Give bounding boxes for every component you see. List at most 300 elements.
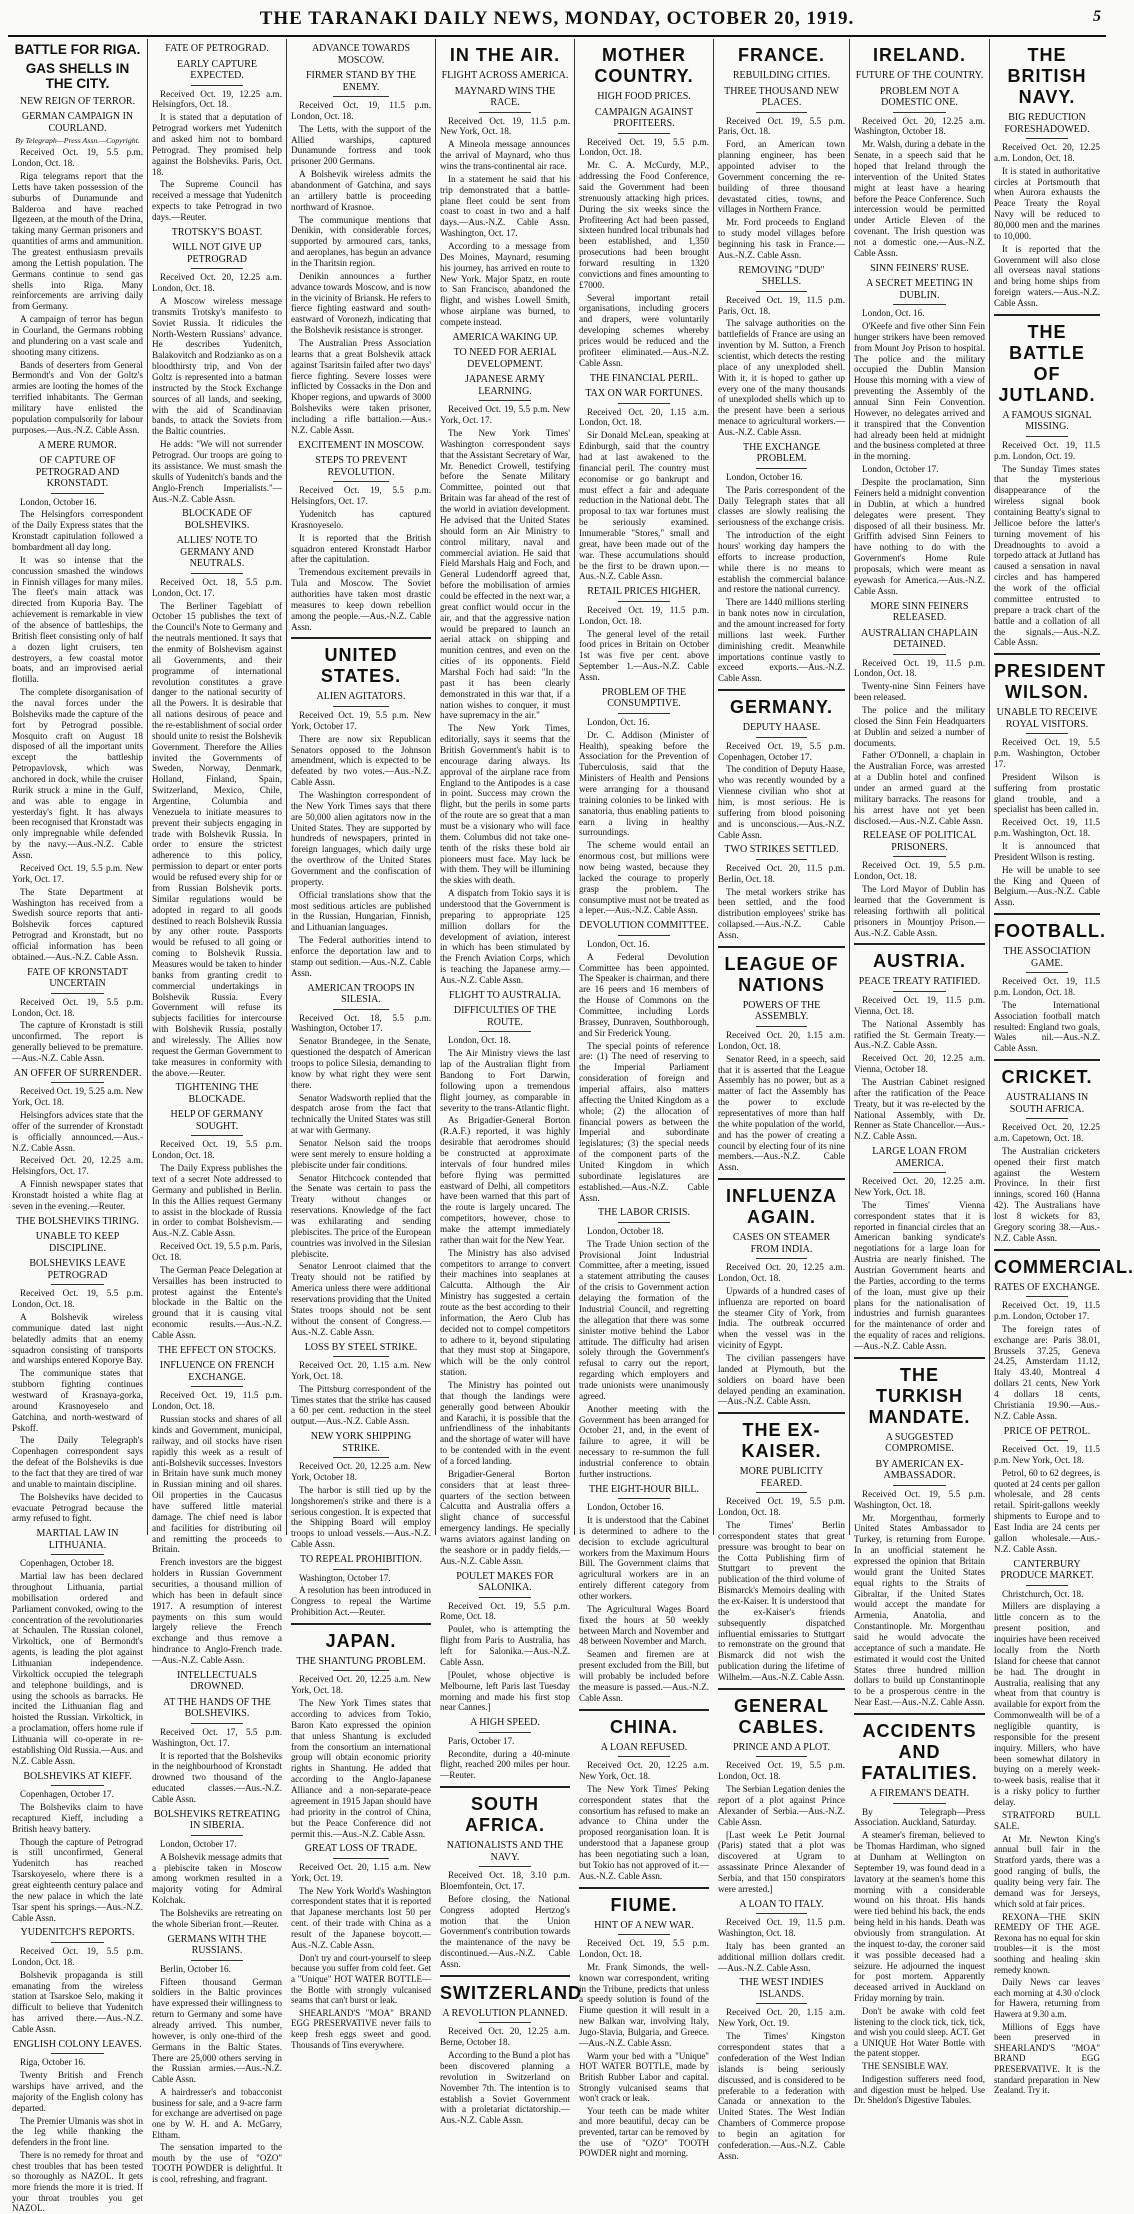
article-paragraph: London, October 18. (587, 1225, 664, 1236)
subheading: TWO STRIKES SETTLED. (724, 844, 839, 856)
article-paragraph: The Daily Telegraph's Copenhagen correspondent says the defeat of the Bolsheviks is due to the fact that they are tired of war and unable to maintain discipline. (12, 1435, 143, 1489)
article-paragraph: Senator Wadsworth replied that the despatch arose from the fact that technically the United States was still at war with Germany. (291, 1092, 431, 1136)
section-divider (718, 1178, 845, 1180)
subheading: FLIGHT ACROSS AMERICA. (441, 70, 569, 81)
subheading: THE FINANCIAL PERIL. (589, 372, 699, 384)
article-paragraph: Received Oct. 20, 1.15 a.m. London, Oct. 18. (718, 1029, 845, 1051)
subheading: MARTIAL LAW IN LITHUANIA. (36, 1528, 119, 1551)
article-paragraph: The Lord Mayor of Dublin has learned that the Government is releasing forthwith all political prisoners in Mountjoy Prison.—Aus.-N.Z. Cable Assn. (854, 884, 985, 938)
section-heading: SOUTH AFRICA. (465, 1794, 545, 1836)
subheading: A SUGGESTED COMPROMISE. (885, 1431, 954, 1455)
article-paragraph: Received Oct. 20, 12.25 a.m. New York, October 18. (291, 1461, 431, 1483)
subheading: BOLSHEVIKS LEAVE PETROGRAD (29, 1258, 126, 1281)
advertisement-paragraph: Millions of Eggs have been preserved in SHEARLAND'S "MOA" BRAND EGG PRESERVATIVE. It is the standard preparation in New Zealand. Try it. (994, 2021, 1100, 2096)
article-paragraph: Senator Brandegee, in the Senate, questioned the despatch of American troops to police Silesia, demanding to know by what right they were sent there. (291, 1036, 431, 1090)
dateline: By Telegraph—Press Assn.—Copyright. (15, 136, 140, 146)
article-paragraph: Received Oct. 19, 5.5 p.m. London, Oct. 18. (579, 136, 709, 158)
advertisement-paragraph: Warm your bed with a "Unique" HOT WATER BOTTLE, made by British Rubber Labor and capital. Strongly vulcanised seams that won't crack or leak. (579, 2050, 709, 2104)
article-paragraph: Yudenitch has captured Krasnoyeselo. (291, 509, 431, 530)
article-paragraph: As Brigadier-General Borton (R.A.F.) reported, it was highly desirable that aerodromes should be constructed at approximate intervals of four hundred miles before flying was permitted eastward of Delhi, all competitors have been warned that this part of the route is largely uncared. The competitors, however, chose to make the attempt immediately rather than wait for the New Year. (440, 1115, 570, 1245)
section-heading: SWITZERLAND (440, 1982, 582, 2003)
article-paragraph: The Letts, with the support of the Allied warships, captured Dunamunde fortress and took prisoner 200 Germans. (291, 123, 431, 167)
short-rule (756, 1258, 807, 1259)
subheading: DIFFICULTIES OF THE ROUTE. (453, 1005, 557, 1028)
subheading: NEW REIGN OF TERROR. (19, 95, 136, 107)
subheading: A LOAN REFUSED. (600, 1741, 688, 1753)
article-paragraph: Martial law has been declared throughout Lithuania, partial mobilisation ordered and Parliament convoked, owing to the concentration of the revolutionaries at Schaulen. The Russian colonel, Virkoltick, one of Bermondt's agents, is leading the plot against Lithuanian independence. Virkoltick occupied the telegraph and telephone buildings, and is using the schools as barracks. He incited the Lithuanian flag and hoisted the Russian. Virkoltick, in a proclamation, offers home rule if Lithuania will co-operate in re-establishing Old Russia.—Aus. and N.Z. Cable Assn. (12, 1571, 143, 1766)
article-paragraph: Received Oct. 19, 12.25 a.m. Helsingfors, Oct. 18. (152, 88, 282, 110)
article-paragraph: Father O'Donnell, a chaplain in the Australian Force, was arrested at a Dublin hotel and confined under an armed guard at the military barracks. The reasons for his arrest have not yet been disclosed.—Aus.-N.Z. Cable Assn. (854, 750, 985, 826)
section-heading: FRANCE. (738, 45, 825, 65)
article-paragraph: The New York Times states that according to advices from Tokio, Baron Kato expressed the opinion that unless Shantung is excluded from the consortium an international group will obtain economic priority rights in Shantung. He added that according to the Anglo-Japanese Alliance and a non-separate-peace agreement in 1915 Japan should have had priority in the control of China, but the Peace Conference did not permit this.—Aus.-N.Z. Cable Assn. (291, 1698, 431, 1839)
subheading: THE LABOR CRISIS. (598, 1207, 690, 1219)
article-paragraph: The metal workers strike has been settled, and the food distribution employees' strike has collapsed.—Aus.-N.Z. Cable Assn. (718, 886, 845, 941)
short-rule (191, 1960, 243, 1961)
section-heading: JAPAN. (325, 1630, 397, 1651)
section-heading: FOOTBALL. (994, 921, 1106, 942)
article-paragraph: The special points of reference are: (1) The need of reserving to the Imperial Parliament consideration of foreign and imperial affairs, also matters affecting the United Kingdom as a whole; (2) the allocation of financial powers as between the Imperial and subordinate legislatures; (3) the special needs of the component parts of the United Kingdom in which subordinate legislatures are established.—Aus.-N.Z. Cable Assn. (579, 1040, 709, 1203)
article-paragraph: The Times' Vienna correspondent states that it is reported in financial circles that an American banking syndicate's negotiations for a large loan for Austria are nearly finished. The Austrian Government hearts and the Parties, according to the terms of the loan, must give up their plans for the nationalisation of industries and furnish guarantees for the maintenance of order and the equality of races and religions.—Aus.-N.Z. Cable Assn. (854, 1199, 985, 1351)
short-rule (893, 1485, 945, 1486)
column-7 (850, 39, 990, 2106)
section-heading: PRESIDENT WILSON. (994, 661, 1107, 703)
short-rule (756, 1913, 807, 1914)
article-paragraph: The salvage authorities on the battlefields of France are using an invention by M. Sutton, a French scientist, which detects the resting place of any unexploded shell. With it, it is hoped to gather up every one of the many thousands of unexploded shells which up to the present have been a serious menace to agricultural workers.—Aus.-N.Z. Cable Assn. (718, 318, 845, 437)
subheading: BIG REDUCTION FORESHADOWED. (1004, 112, 1090, 135)
subheading: GREAT LOSS OF TRADE. (304, 1843, 418, 1855)
article-paragraph: Another meeting with the Government has been arranged for October 21, and, in the event of failure to agree, it will be necessary to re-summon the full industrial conference to obtain further instructions. (579, 1403, 709, 1479)
masthead (8, 8, 1106, 37)
column-3 (287, 39, 436, 2050)
short-rule (1026, 733, 1068, 734)
section-divider (579, 1709, 709, 1711)
article-paragraph: Recondite, during a 40-minute flight, reached 200 miles per hour.—Reuter. (440, 1748, 570, 1781)
subheading: THE BOLSHEVIKS TIRING. (16, 1215, 139, 1227)
section-divider (994, 1059, 1100, 1061)
short-rule (333, 1670, 389, 1671)
article-paragraph: Senator Reed, in a speech, said that it is asserted that the League Assembly has no power, but as a matter of fact the Assembly has the power to exclude representatives of more than half the white population of the world, and has the power of creating a council by electing four of its nine members.—Aus.-N.Z. Cable Assn. (718, 1053, 845, 1173)
subheading: WILL NOT GIVE UP PETROGRAD (172, 242, 262, 265)
article-paragraph: Received Oct. 19, 5.5 p.m. Washington, Oct. 18. (854, 1488, 985, 1510)
article-paragraph: President Wilson is suffering from prostatic gland trouble, and a specialist has been called in. (994, 771, 1100, 815)
article-paragraph: Fifteen thousand German soldiers in the Baltic provinces have expressed their willingness to return to Germany and some have already arrived. This number, however, is only one-third of the Germans in the Baltic States. There are 25,000 others serving in the Russian armies.—Aus.-N.Z. Cable Assn. (152, 1976, 282, 2085)
article-paragraph: Ford, an American town planning engineer, has been appointed adviser to the Government concerning the re-building of three thousand devastated cities, towns, and villages in Northern France. (718, 139, 845, 215)
article-paragraph: Seamen and firemen are at present excluded from the Bill, but will probably be included before the measure is passed.—Aus.-N.Z. Cable Assn. (579, 1649, 709, 1703)
short-rule (893, 112, 945, 113)
advertisement-paragraph: Daily News car leaves each morning at 4.30 o'clock for Hawera, returning from Hawera at 9.30 a.m. (994, 1977, 1100, 2020)
section-heading: COMMERCIAL. (994, 1256, 1134, 1277)
subheading: BOLSHEVIKS RETREATING IN SIBERIA. (153, 1808, 281, 1832)
article-paragraph: It is reported that the Government will also close all overseas naval stations and bring home ships from foreign waters.—Aus.-N.Z. Cable Assn. (994, 243, 1100, 309)
article-paragraph: A Mineola message announces the arrival of Maynard, who thus wins the trans-continental air race. (440, 139, 570, 171)
article-paragraph: The capture of Kronstadt is still unconfirmed. The report is generally believed to be premature.—Aus.-N.Z. Cable Assn. (12, 1020, 143, 1063)
article-paragraph: The complete disorganisation of the naval forces under the Bolsheviks made the capture of the fort by Petrograd possible. Mosquito craft on August 18 disposed of all the important units except the battleship Petropavlovsk, which was anchored in dock, while the cruiser Rurik struck a mine in the Gulf, and was able to engage in yesterday's fight. It has always been recognised that Kronstadt was only impregnable while defended by the navy.—Aus.-N.Z. Cable Assn. (12, 687, 143, 861)
section-heading: INFLUENZA AGAIN. (726, 1186, 837, 1228)
subheading: DEVOLUTION COMMITTEE. (579, 920, 709, 932)
advertisement-paragraph: Don't be awake with cold feet listening to the clock tick, tick, tick, and wish you could sleep. ACT. Get a UNIQUE Hot Water Bottle with the patent stopper. (854, 2006, 985, 2059)
article-paragraph: Received Oct. 20, 12.25 a.m. Washington, October 18. (854, 115, 985, 137)
article-paragraph: London, October 16. (20, 496, 97, 507)
short-rule (191, 85, 243, 86)
article-paragraph: Copenhagen, October 18. (20, 1558, 114, 1569)
section-divider (854, 943, 985, 945)
article-paragraph: Several important retail organisations, including grocers and drapers, were voluntarily developing schemes whereby prices would be reduced and the profiteer eliminated.—Aus.-N.Z. Cable Assn. (579, 292, 709, 368)
column-4 (436, 39, 582, 2126)
subheading: NEW YORK SHIPPING STRIKE. (310, 1431, 412, 1454)
section-divider (440, 1786, 570, 1788)
article-paragraph: Received Oct. 19, 5.5 p.m. London, Oct. 18. (718, 1496, 845, 1518)
article-paragraph: London, Oct. 16. (587, 716, 650, 727)
article-paragraph: Christchurch, Oct. 18. (1002, 1588, 1084, 1599)
short-rule (51, 993, 103, 994)
subheading: THE WEST INDIES ISLANDS. (739, 1977, 824, 2000)
article-paragraph: The New York World's Washington correspondent states that it is reported that Japanese merchants lost 50 per cent. of their trade with China as a result of the Japanese boycott.—Aus.-N.Z. Cable Assn. (291, 1885, 431, 1950)
column-5 (575, 39, 714, 2159)
article-paragraph: The communique mentions that Denikin, with considerable forces, supported by armoured cars, tanks, and aeroplanes, has begun an advance in the Tharitsin region. (291, 214, 431, 269)
subheading: ALLIES' NOTE TO GERMANY AND NEUTRALS. (176, 535, 258, 570)
subheading: ADVANCE TOWARDS MOSCOW. (311, 43, 411, 66)
article-paragraph: Received Oct. 19, 5.5 p.m. London, Oct. 18. (152, 1139, 282, 1161)
article-paragraph: Received Oct. 19, 11.5 p.m. London, Oct. 18. (152, 1390, 282, 1412)
article-paragraph: The German Peace Delegation at Versailles has been instructed to protest against the Entente's blockade in the Baltic on the ground that it is causing vital economic results.—Aus.-N.Z. Cable Assn. (152, 1264, 282, 1340)
subheading: REBUILDING CITIES. (732, 70, 831, 81)
article-paragraph: Received Oct. 19, 11.5 p.m. London, Oct. 18. (994, 976, 1100, 997)
article-paragraph: The condition of Deputy Haase, who was recently wounded by a Viennese civilian who shot at him, is most serious. He is suffering from blood poisoning and is unconscious.—Aus.-N.Z. Cable Assn. (718, 764, 845, 840)
headline: GAS SHELLS IN THE CITY. (25, 60, 130, 91)
subheading: INFLUENCE ON FRENCH EXCHANGE. (159, 1360, 275, 1383)
short-rule (191, 1723, 243, 1724)
subheading: UNABLE TO RECEIVE ROYAL VISITORS. (996, 707, 1098, 730)
article-paragraph: Received Oct. 20, 11.5 p.m. Berlin, Oct. 18. (718, 862, 845, 884)
article-paragraph: London, Oct. 16. (587, 938, 650, 949)
article-paragraph: Petrol, 60 to 62 degrees, is quoted at 24 cents per gallon wholesale, and 28 cents retail. Spirit-gallons weekly shipments to Europe and to East India are 24 cents per gallon wholesale.—Aus.-N.Z. Cable Assn. (994, 1467, 1100, 1554)
subheading: FUTURE OF THE COUNTRY. (855, 70, 984, 81)
article-paragraph: The Ministry has also advised competitors to arrange to convert their machines into seaplanes at Calcutta. Although the Air Ministry has suggested a certain route as the best according to their information, the Aero Club has decided not to compel competitors to adhere to it, beyond stipulating that they must stop at Singapore, which will be the only control station. (440, 1247, 570, 1378)
article-paragraph: Received Oct. 19, 5.5 p.m. London, Oct. 18. (854, 860, 985, 882)
section-divider (718, 689, 845, 691)
subheading: AN OFFER OF SURRENDER. (13, 1067, 142, 1079)
article-paragraph: Received Oct. 19, 11.5 p.m. London, Oct. 18. (291, 100, 431, 121)
article-paragraph: Bolshevik propaganda is still emanating from the wireless station at Tsarskoe Selo, making it difficult to believe that Yudenitch has arrived there.—Aus.-N.Z. Cable Assn. (12, 1969, 143, 2034)
article-paragraph: A Finnish newspaper states that Kronstadt hoisted a white flag at seven in the evening.—Reuter. (12, 1179, 143, 1211)
article-paragraph: Mr. C. A. McCurdy, M.P., addressing the Food Conference, said the Government had been strenuously attacking high prices. During the six weeks since the Profiteering Act had been passed, sixteen hundred local tribunals had been established, and 1,350 prosecutions had been brought forward resulting in 1320 convictions and fines amounting to £7000. (579, 160, 709, 290)
subheading: OF CAPTURE OF PETROGRAD AND KRONSTADT. (35, 455, 120, 490)
article-paragraph: O'Keefe and five other Sinn Fein hunger strikers have been removed from Mount Joy Prison to hospital. The police and the military occupied the Dublin Mansion House this morning with a view of preventing the Assembly of the annual Sinn Fein Convention. However, no delegates arrived and it transpired that the Convention had already been held at midnight and the business completed at three in the morning. (854, 321, 985, 462)
article-paragraph: The foreign rates of exchange are: Paris 38.01, Brussels 37.25, Geneva 24.25, Amsterdam 11.12, Italy 43.40, Montreal 4 dollars 21 cents, New York 4 dollars 18 cents, Christiania 19.90.—Aus.-N.Z. Cable Assn. (994, 1323, 1100, 1421)
short-rule (479, 1031, 531, 1032)
article-paragraph: London, October 17. (160, 1838, 237, 1849)
section-heading: THE BRITISH NAVY. (1007, 45, 1087, 107)
article-paragraph: It is understood that the Cabinet is determined to adhere to the decision to exclude agricultural workers from the Maximum Hours Bill. The Government claims that agricultural workers are in an entirely different category from other workers. (579, 1515, 709, 1602)
article-paragraph: The Federal authorities intend to enforce the deportation law and to stamp out sedition.—Aus.-N.Z. Cable Assn. (291, 935, 431, 978)
section-divider (854, 1713, 985, 1715)
article-paragraph: Received Oct. 18, 5.5 p.m. London, Oct. 17. (152, 576, 282, 598)
short-rule (893, 1172, 945, 1173)
section-heading: ACCIDENTS AND FATALITIES. (861, 1721, 978, 1784)
short-rule (756, 1026, 807, 1027)
article-paragraph: Received Oct. 19, 5.5 p.m. New York, October 17. (291, 709, 431, 731)
short-rule (51, 1554, 103, 1555)
article-paragraph: Mr. Frank Simonds, the well-known war correspondent, writing in the Tribune, predicts that unless a speedy solution is found of the Fiume question it will result in a new Balkan war, involving Italy, Jugo-Slavia, Bulgaria, and Greece.—Aus.-N.Z. Cable Assn. (579, 1961, 709, 2048)
subheading: THE EFFECT ON STOCKS. (158, 1344, 276, 1356)
subheading: A LOAN TO ITALY. (739, 1898, 824, 1910)
section-heading: LEAGUE OF NATIONS (724, 953, 839, 995)
subheading: DEPUTY HAASE. (742, 722, 821, 734)
subheading: TROTSKY'S BOAST. (171, 226, 263, 238)
headline: BATTLE FOR RIGA. (14, 42, 141, 57)
subheading: FATE OF PETROGRAD. (165, 43, 269, 54)
subheading: THE EXCHANGE PROBLEM. (743, 441, 820, 465)
short-rule (893, 991, 945, 992)
subheading: CASES ON STEAMER FROM INDIA. (732, 1232, 831, 1255)
article-paragraph: The Australian cricketers opened their first match against the Western Province. In their first innings, scored 160 (Hanna 42). The Australians have lost 8 wickets for 83, Gregory scoring 38.—Aus.-N.Z. Cable Assn. (994, 1145, 1100, 1243)
article-paragraph: [Poulet, whose objective is Melbourne, left Paris last Tuesday morning and made his first stop near Cannes.] (440, 1669, 570, 1713)
article-paragraph: It was so intense that the concussion smashed the windows in Finnish villages for many miles. The fleet's main attack was directed from Kuporia Bay. The achievement is remarkable in view of the absence of battleships, the British fleet consisting only of half a dozen light cruisers, ten destroyers, a few coastal motor boats, and an improvised aerial flotilla. (12, 554, 143, 685)
subheading: PRINCE AND A PLOT. (732, 1741, 831, 1753)
article-paragraph: Before closing, the National Congress adopted Hertzog's motion that the Union Government's contribution towards the maintenance of the navy be discontinued.—Aus.-N.Z. Cable Assn. (440, 1893, 570, 1970)
short-rule (479, 1597, 531, 1598)
subheading: PROBLEM OF THE CONSUMPTIVE. (601, 686, 687, 710)
short-rule (191, 1835, 243, 1836)
short-rule (333, 1858, 389, 1859)
subheading: CAMPAIGN AGAINST PROFITEERS. (594, 106, 694, 129)
short-rule (756, 859, 807, 860)
article-paragraph: The Bolsheviks claim to have recaptured Kieff, including a British heavy battery. (12, 1802, 143, 1834)
article-paragraph: The Paris correspondent of the Daily Telegraph states that all classes are slowly realising the seriousness of the exchange crisis. (718, 484, 845, 528)
article-paragraph: Received Oct. 20, 12.25 a.m. New York, Oct. 18. (291, 1674, 431, 1696)
short-rule (1026, 972, 1068, 973)
advertisement-paragraph: SHEARLAND'S "MOA" BRAND EGG PRESERVATIVE never fails to keep fresh eggs sweet and good. Thousands of Tins everywhere. (291, 2007, 431, 2050)
advertisement-paragraph: A hairdresser's and tobacconist business for sale, and a 9-acre farm for exchange are advertised on page one by W. H. and A. McGarry, Eltham. (152, 2087, 282, 2140)
section-divider (291, 1623, 431, 1625)
article-paragraph: Received Oct. 19, 11.5 p.m. Washington, Oct. 18. (994, 817, 1100, 839)
article-paragraph: According to a message from Des Moines, Maynard, resuming his journey, has arrived en route to New York. Major Spatz, en route to San Francisco, abandoned the flight, and wishes Lowell Smith, whose airplane was burned, to compete instead. (440, 240, 570, 327)
article-paragraph: Dr. C. Addison (Minister of Health), speaking before the Association for the Prevention of Tuberculosis, said that the Ministers of Health and Pensions were arranging for a thousand training colonies to be linked with sanatoria, thus enabling patients to earn a living in healthy surroundings. (579, 729, 709, 838)
short-rule (333, 481, 389, 482)
article-paragraph: The New York Times' Washington correspondent says that the Assistant Secretary of War, Mr. Benedict Crowell, testifying before the Senate Military Committee, pointed out that Britain was far ahead of the rest of the world in aviation development. He advised that the United States should form an Air Ministry to control military, naval and commercial aviation. He said that Field Marshals Haig and Foch, and General Ludendorff agreed that, before the mobilisation of armies could be effected in the next war, a great conflict would occur in the air, and that the aggressive nation would be prepared to launch an aerial attack on shipping and munition centres, and even on the cities of its opponents. Field Marshal Foch had said: "In the past it has been clearly demonstrated in this war that, if a nation wishes to conquer, it must have supremacy in the air." (440, 428, 570, 721)
article-paragraph: Mr. Walsh, during a debate in the Senate, in a speech said that he hoped that Ireland through the intervention of the United States might at least have a hearing before the Peace Conference. Such intercession would be permitted under Article Eleven of the covenant. The Irish question was not a domestic one.—Aus.-N.Z. Cable Assn. (854, 139, 985, 258)
subheading: EARLY CAPTURE EXPECTED. (176, 58, 258, 81)
article-paragraph: Senator Hitchcock contended that the Senate was certain to pass the Treaty without changes or reservations. Knowledge of the fact was exhilarating and sending plebiscites. The price of the European countries was involved in the Silesian plebiscite. (291, 1172, 431, 1259)
short-rule (479, 112, 531, 113)
article-paragraph: A Bolshevik wireless communique dated last night belatedly admits that an enemy squadron consisting of transports and warships entered Koporye Bay. (12, 1311, 143, 1366)
subheading: TO REPEAL PROHIBITION. (300, 1554, 422, 1566)
article-paragraph: Received Oct. 20, 1.15 a.m. New York, Oct. 19. (291, 1861, 431, 1883)
subheading: GERMAN CAMPAIGN IN COURLAND. (21, 111, 134, 134)
article-paragraph: Brigadier-General Borton considers that at least three-quarters of the section between Calcutta and Australia offers a slight chance of successful emergency landings. He specially warns aviators against landing on the seashore or in paddy fields.—Aus.-N.Z. Cable Assn. (440, 1468, 570, 1566)
section-heading: UNITED STATES. (320, 645, 402, 687)
subheading: LOSS BY STEEL STRIKE. (304, 1341, 418, 1353)
short-rule (479, 1866, 531, 1867)
section-divider (579, 1887, 709, 1889)
article-paragraph: Received Oct. 19, 11.5 p.m. New York, Oct. 18. (994, 1444, 1100, 1465)
subheading: A HIGH SPEED. (470, 1717, 540, 1729)
article-paragraph: It is announced that President Wilson is resting. (994, 840, 1100, 862)
short-rule (756, 2003, 807, 2004)
subheading: SINN FEINERS' RUSE. (870, 262, 969, 274)
short-rule (893, 654, 945, 655)
subheading: A SECRET MEETING IN DUBLIN. (866, 278, 973, 301)
article-paragraph: Received Oct. 19, 5.5 p.m. Rome, Oct. 18. (440, 1600, 570, 1622)
article-paragraph: The general level of the retail food prices in Britain on October 1st was five per cent. above September 1.—Aus.-N.Z. Cable Assn. (579, 628, 709, 682)
subheading: YUDENITCH'S REPORTS. (20, 1927, 135, 1939)
article-paragraph: In a statement he said that his trip demonstrated that a battle-plane fleet could be sent from coast to coast in two and a half days.—Aus.-N.Z. Cable Assn. Washington, Oct. 17. (440, 173, 570, 239)
subheading: HIGH FOOD PRICES. (597, 91, 691, 102)
subheading: THE EIGHT-HOUR BILL. (589, 1483, 699, 1495)
article-paragraph: Upwards of a hundred cases of influenza are reported on board the steamer City of York, from India. The outbreak occurred when the vessel was in the vicinity of Egypt. (718, 1285, 845, 1351)
section-divider (718, 1412, 845, 1414)
article-paragraph: He adds: "We will not surrender Petrograd. Our troops are going to its assistance. We must smash the skulls of Yudenitch's bands and the Anglo-French Imperialists."—Aus.-N.Z. Cable Assn. (152, 439, 282, 504)
short-rule (618, 935, 670, 936)
article-paragraph: The Pittsburg correspondent of the Times states that the strike has caused a 60 per cent. reduction in the steel output.—Aus.-N.Z. Cable Assn. (291, 1383, 431, 1427)
section-heading: AUSTRIA. (873, 951, 966, 972)
article-paragraph: The scheme would entail an enormous cost, but millions were now being wasted, because they lacked the courage to properly grasp the problem. The consumptive must not be treated as a leper.—Aus.-N.Z. Cable Assn. (579, 840, 709, 916)
article-paragraph: Received Oct. 17, 5.5 p.m. Washington, Oct. 17. (152, 1726, 282, 1748)
article-paragraph: Mr. Ford proceeds to England to study model villages before beginning his task in France.—Aus.-N.Z. Cable Assn. (718, 217, 845, 260)
short-rule (618, 713, 670, 714)
advertisement-paragraph: The sensation imparted to the mouth by the use of "OZO" TOOTH POWDER is delightful. It is cool, refreshing, and fragrant. (152, 2142, 282, 2185)
article-paragraph: It is reported that the Bolsheviks in the neighbourhood of Kronstadt drowned two thousand of the educated classes.—Aus.-N.Z. Cable Assn. (152, 1750, 282, 1804)
article-paragraph: Helsingfors advices state that the offer of the surrender of Kronstadt is officially announced.—Aus.-N.Z. Cable Assn. (12, 1110, 143, 1153)
article-paragraph: A Moscow wireless message transmits Trotsky's manifesto to Soviet Russia. It ridicules the North-Western Russians' advance. He describes Yudenitch, Balakovitch and Rodzianko as on a bloodthirsty trip, and Von der Goltz is represented into a batman instructed by the Stock Exchange sources of all lands, and seeking, with the aid of Scandinavian bands, to attack the Soviets from the Baltic countries. (152, 296, 282, 437)
article-paragraph: Despite the proclamation, Sinn Feiners held a midnight convention in Dublin, at which a hundred delegates were present. They disposed of all their business. Mr. Griffith advised Sinn Feiners to have nothing to do with the Government's Home Rule proposals, which were meant as eyewash for America.—Aus.-N.Z. Cable Assn. (854, 477, 985, 596)
section-divider (994, 653, 1100, 655)
short-rule (191, 1135, 243, 1136)
section-heading: CRICKET. (1001, 1067, 1093, 1088)
columns (8, 39, 1134, 2214)
article-paragraph: Received Oct. 19, 5.5 p.m. Paris, Oct. 18. (152, 1241, 282, 1262)
short-rule (333, 1457, 389, 1458)
short-rule (51, 493, 103, 494)
article-paragraph: Though the capture of Petrograd is still unconfirmed, General Yudenitch has reached Tsarskoyeselo, where there is a great eighteenth century palace and the new palace in which the late Tsar spent his springs.—Aus.-N.Z. Cable Assn. (12, 1836, 143, 1923)
subheading: RATES OF EXCHANGE. (994, 1281, 1100, 1293)
section-heading: MOTHER COUNTRY. (594, 45, 694, 86)
article-paragraph: Mr. Morgenthau, formerly United States Ambassador to Turkey, is returning from Europe. In an unofficial statement he expressed the opinion that Britain would grant the United States equal rights to the Straits of Gibraltar, if the United States would accept the mandate for Armenia, Anatolia, and Constantinople. Mr. Morgenthau said he would advocate the acceptance of such a mandate. He estimated it would cost the United States three hundred million dollars to build up Constantinople to be a prosperous centre in the Near East.—Aus.-N.Z. Cable Assn. (854, 1512, 985, 1708)
subheading: MORE SINN FEINERS RELEASED. (870, 600, 969, 624)
article-paragraph: Sir Donald McLean, speaking at Edinburgh, said that the country had at last awakened to the financial peril. The country must economise or go bankrupt and must effect a fair and adequate reduction in the National debt. The proposal to tax war fortunes must be seriously examined. Innumerable "Stores," small and great, have been made out of the war. These accumulations should be the first to be drawn upon.—Aus.-N.Z. Cable Assn. (579, 430, 709, 582)
article-paragraph: Received Oct. 19, 11.5 p.m. Vienna, Oct. 18. (854, 994, 985, 1016)
subheading: THREE THOUSAND NEW PLACES. (724, 85, 839, 108)
article-paragraph: London, October 16. (726, 471, 803, 482)
advertisement-paragraph: Indigestion sufferers need food, and digestion must be helped. Use Dr. Sheldon's Digestive Tabules. (854, 2073, 985, 2106)
article-paragraph: It is reported that the British squadron entered Kronstadt Harbor after the capitulation. (291, 532, 431, 565)
article-paragraph: The Times' Kingston correspondent states that a confederation of the West Indian islands is being seriously discussed, and is considered to be preferable to a federation with Canada or annexation to the United States. The West Indian Chambers of Commerce propose to begin an agitation for confederation.—Aus.-N.Z. Cable Assn. (718, 2031, 845, 2161)
subheading: ENGLISH COLONY LEAVES. (13, 2038, 142, 2050)
short-rule (479, 2022, 531, 2023)
short-rule (893, 856, 945, 857)
subheading: RETAIL PRICES HIGHER. (587, 586, 701, 598)
subheading: INTELLECTUALS DROWNED. (177, 1669, 257, 1693)
article-paragraph: He will be unable to see the King and Queen of Belgium.—Aus.-N.Z. Cable Assn. (994, 864, 1100, 908)
short-rule (618, 601, 670, 602)
subheading: LARGE LOAN FROM AMERICA. (872, 1146, 967, 1169)
article-paragraph: The harbor is still tied up by the longshoremen's strike and there is a serious congestion. It is expected that the Shipping Board will employ troops to unload vessels.—Aus.-N.Z. Cable Assn. (291, 1484, 431, 1550)
article-paragraph: Received Oct. 20, 12.25 a.m. London, Oct. 18. (718, 1262, 845, 1283)
subheading: STEPS TO PREVENT REVOLUTION. (315, 455, 407, 478)
article-paragraph: A Bolshevik message admits that a plebiscite taken in Moscow among workmen resulted in a majority voting for Admiral Kolchak. (152, 1851, 282, 1906)
article-paragraph: The Berliner Tageblatt of October 15 publishes the text of the Council's Note to Germany and the neutrals mentioned. It says that the enmity of Bolshevism against all Governments, and their programme of international revolution constitutes a grave danger to the national security of all the Powers. It is desirable that all nations desirous of peace and the re-establishment of social order should unite to resist the Bolshevik Government. Therefore the Allies invited the Governments of Sweden, Norway, Denmark, Holland, Finland, Spain, Switzerland, Mexico, Chile, Argentine, Columbia and Venezuela to initiate measures to prevent their subjects engaging in trade with Bolshevik Russia. In order to ensure the strictest adherence to this policy, permission to depart or enter ports would be refused every ship for or from Russian Bolshevik ports. Similar regulations would be adopted in regard to all goods destined to reach Bolshevik Russia by any other route. Passports would be refused to all going or coming to Bolshevik Russia. Measures would be taken to hinder banks from granting credit to commercial undertakings in Bolshevik Russia. Every Government will refuse its subjects facilities for intercourse with Bolshevik Russia, postally and wirelessly. The Allies now request the German Government to take measures in conformity with the above.—Reuter. (152, 600, 282, 1078)
short-rule (479, 1732, 531, 1733)
section-divider (854, 1357, 985, 1359)
article-paragraph: By Telegraph—Press Association. Auckland, Saturday. (854, 1806, 985, 1828)
article-paragraph: Received Oct. 20, 12.25 a.m. Helsingfors, Oct. 17. (12, 1155, 143, 1177)
short-rule (51, 1082, 103, 1083)
short-rule (618, 133, 670, 134)
subheading: THE ASSOCIATION GAME. (1003, 946, 1091, 969)
column-6 (714, 39, 850, 2161)
article-paragraph: Received Oct. 19, 5.5 p.m. London, Oct. 18. (579, 1938, 709, 1959)
article-paragraph: Received Oct. 20, 12.25 a.m. Capetown, Oct. 18. (994, 1122, 1100, 1143)
article-paragraph: Received Oct. 19, 11.5 p.m. London, Oct. 19. (994, 439, 1100, 461)
section-heading: IRELAND. (873, 45, 966, 65)
article-paragraph: Received Oct. 19, 5.5 p.m. Washington, October 17. (994, 737, 1100, 769)
section-divider (994, 913, 1100, 915)
subheading: BLOCKADE OF BOLSHEVIKS. (182, 508, 252, 531)
page-number: 5 (1093, 8, 1102, 25)
article-paragraph: London, October 16. (587, 1502, 664, 1513)
section-heading: IN THE AIR. (449, 45, 561, 65)
section-divider (291, 637, 431, 639)
article-paragraph: THE SENSIBLE WAY. (862, 2061, 949, 2072)
section-divider (718, 946, 845, 948)
article-paragraph: A resolution has been introduced in Congress to repeal the Wartime Prohibition Act.—Reuter. (291, 1585, 431, 1618)
subheading: PROBLEM NOT A DOMESTIC ONE. (879, 85, 960, 108)
short-rule (333, 96, 389, 97)
short-rule (1026, 1585, 1068, 1586)
article-paragraph: Received Oct. 19, 5.5 p.m. London, Oct. 18. (718, 1760, 845, 1782)
article-paragraph: According to the Bund a plot has been discovered planning a revolution in Switzerland on November 7th. The intention is to establish a Soviet Government with a proletariat dictatorship.—Aus.-N.Z. Cable Assn. (440, 2050, 570, 2126)
subheading: AUSTRALIAN CHAPLAIN DETAINED. (861, 627, 978, 651)
short-rule (333, 1356, 389, 1357)
subheading: AMERICA WAKING UP. (452, 331, 558, 343)
short-rule (618, 1222, 670, 1223)
article-paragraph: The Serbian Legation denies the report of a plot against Prince Alexander of Serbia.—Aus.-N.Z. Cable Assn. (718, 1784, 845, 1827)
section-divider (718, 1688, 845, 1690)
advertisement-paragraph: There is no remedy for throat and chest troubles that has been tested so thoroughly as NAZOL. It gets more friends the more it is tried. If your throat troubles you get NAZOL. (12, 2150, 143, 2214)
article-paragraph: The Daily Express publishes the text of a secret Note addressed to Germany and published in Berlin. In this the Allies request Germany to assist in the blockade of Russia in order to combat Bolshevism.—Aus.-N.Z. Cable Assn. (152, 1163, 282, 1239)
article-paragraph: Received Oct. 20, 12.25 a.m. Berne, October 18. (440, 2026, 570, 2048)
article-paragraph: Denikin announces a further advance towards Moscow, and is now in the vicinity of Briansk. He refers to fierce fighting eastward and south-eastward of Voronezh, indicating that the Bolshevik resistance is stronger. (291, 270, 431, 336)
article-paragraph: Received Oct. 20, 12.25 a.m. Vienna, October 18. (854, 1053, 985, 1075)
section-divider (994, 314, 1100, 316)
short-rule (1026, 1440, 1068, 1441)
article-paragraph: Twenty British and French warships have arrived, and the majority of the English colony has departed. (12, 2070, 143, 2113)
short-rule (51, 1942, 103, 1943)
article-paragraph: The Bolsheviks are retreating on the whole Siberian front.—Reuter. (152, 1908, 282, 1929)
short-rule (51, 2053, 103, 2054)
article-paragraph: There are 1440 millions sterling in bank notes now in circulation, and the amount increased for forty millions last week. Further diminishing credit. Meanwhile importations continue vastly to exceed exports.—Aus.-N.Z. Cable Assn. (718, 597, 845, 684)
article-paragraph: Received Oct. 20, 12.25 a.m. London, Oct. 18. (994, 142, 1100, 163)
article-paragraph: The Australian Press Association learns that a great Bolshevik attack against Tsaritsin failed after two days' fierce fighting. Severe losses were inflicted by Cossacks in the Don and Khoper regions, and upwards of 3000 Bolsheviks were taken prisoner, including a rifle battalion.—Aus.-N.Z. Cable Assn. (291, 338, 431, 435)
subheading: NATIONALISTS AND THE NAVY. (446, 1840, 564, 1863)
article-paragraph: The Air Ministry views the last lap of the Australian flight from Bandong to Fort Darwin, following upon a tremendous flight journey, as comparable in severity to the trans-Atlantic flight. (440, 1048, 570, 1113)
article-paragraph: Received Oct. 19, 5.5 p.m. London, Oct. 18. (12, 1288, 143, 1310)
article-paragraph: It is stated in authoritative circles at Portsmouth that when Aurora exhausts the Peace Treaty the Royal Navy will be reduced to 80,000 men and the marines to 10,000. (994, 165, 1100, 241)
advertisement-paragraph: Don't try and court-yourself to sleep because you suffer from cold feet. Get a "Unique" HOT WATER BOTTLE—the Bottle with strongly vulcanised seams that can't burst or leak. (291, 1952, 431, 2006)
short-rule (1026, 1296, 1068, 1297)
article-paragraph: Copenhagen, October 17. (20, 1789, 114, 1800)
subheading: AT THE HANDS OF THE BOLSHEVIKS. (163, 1696, 271, 1720)
article-paragraph: Russian stocks and shares of all kinds and Government, municipal, railway, and oil stocks have risen rapidly this week as a result of anti-Bolshevik successes. Investors in Britain have sunk much money in Russian mining and oil shares. Oil properties in the Caucasus have suffered little material damage. The chief need is labor and facilities for distributing oil and remitting the proceeds to Britain. (152, 1414, 282, 1555)
subheading: RELEASE OF POLITICAL PRISONERS. (862, 830, 977, 853)
article-paragraph: At Mr. Newton King's annual bull fair in the Stratford yards, there was a good ranging of bulls, the quality being very fair. The demand was for Jerseys, which sold at fair prices. (994, 1833, 1100, 1909)
subheading: MAYNARD WINS THE RACE. (454, 85, 556, 108)
article-paragraph: Received Oct. 19, 5.5 p.m. Paris, Oct. 18. (718, 115, 845, 137)
short-rule (756, 737, 807, 738)
article-paragraph: Received Oct. 19, 5.5 p.m. London, Oct. 18. (12, 1945, 143, 1967)
article-paragraph: Bands of deserters from General Bermondt's and Von der Goltz's armies are looting the homes of the terrified inhabitants. The German military have enlisted the population compulsorily for labour purposes.—Aus.-N.Z. Cable Assn. (12, 359, 143, 435)
article-paragraph: Received Oct. 19, 11.5 p.m. London, October 17. (994, 1300, 1100, 1321)
